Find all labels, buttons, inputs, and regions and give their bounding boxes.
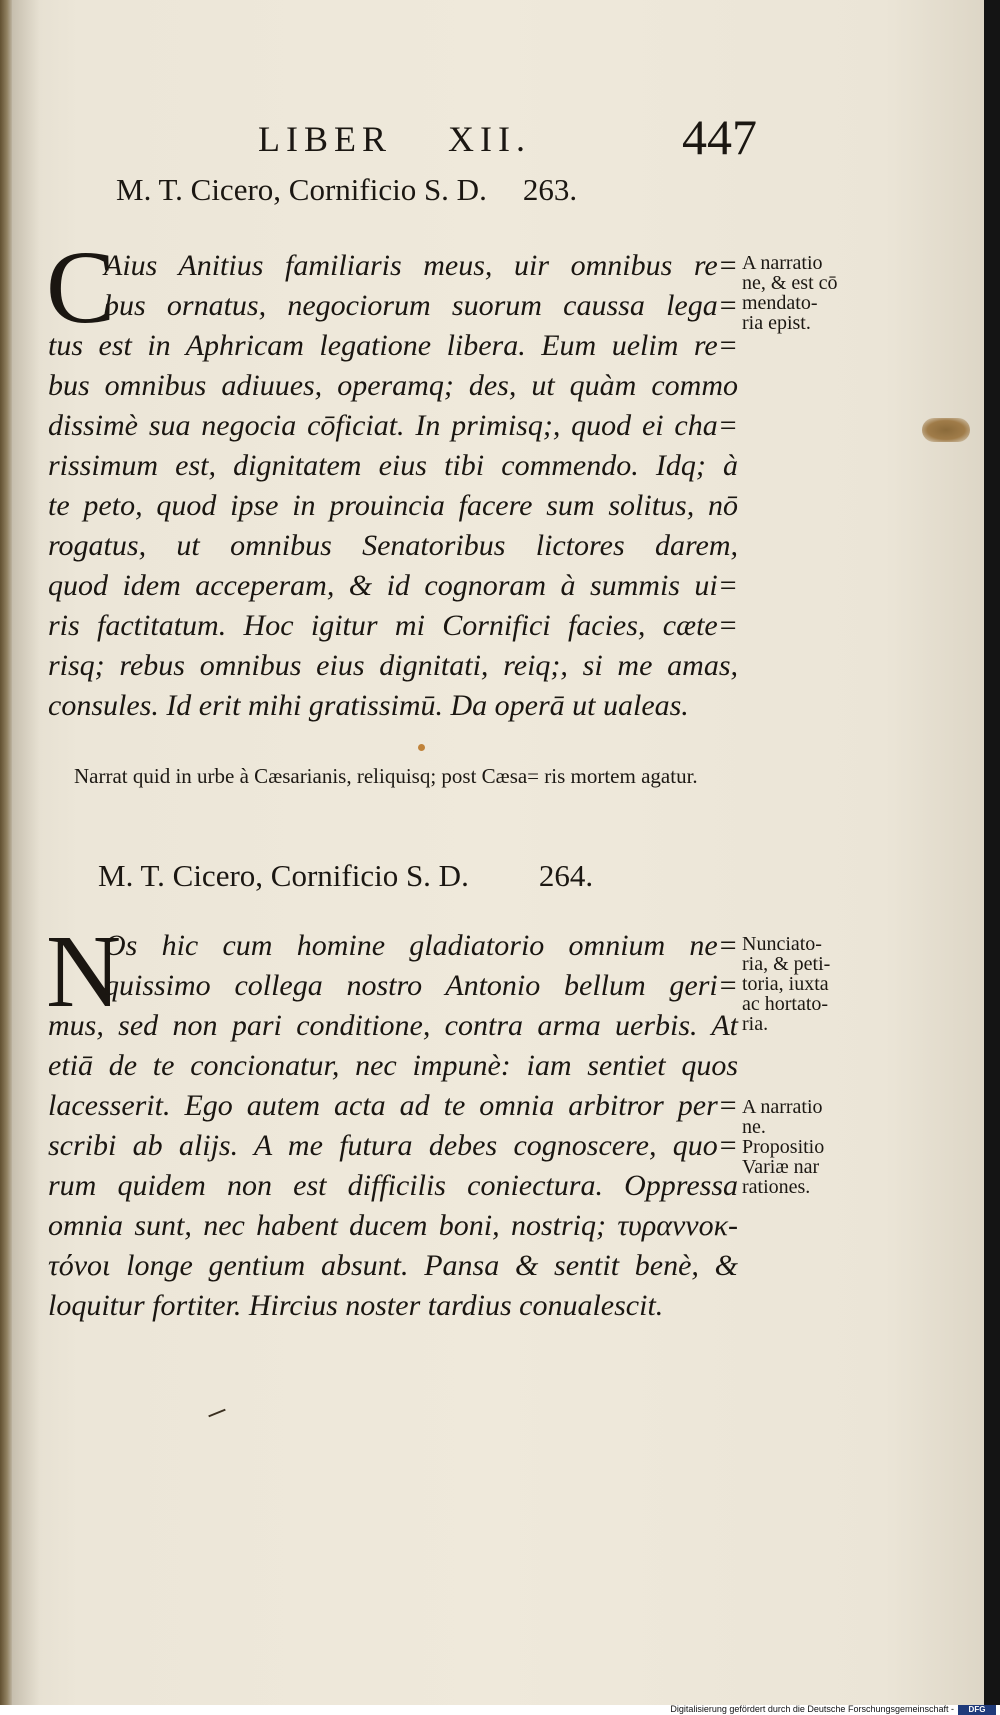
text-line: quod idem acceperam, & id cognoram à summis ui= bbox=[48, 569, 738, 602]
footer-bar bbox=[0, 1705, 1000, 1715]
marginal-note-263 bbox=[742, 253, 838, 333]
text-line: scribi ab alijs. A me futura debes cognoscere, quo= bbox=[48, 1129, 738, 1162]
letter-body-264 bbox=[46, 914, 738, 1326]
text-line: Aius Anitius familiaris meus, uir omnibus re= bbox=[104, 249, 738, 282]
text-line: tus est in Aphricam legatione libera. Eum uelim re= bbox=[48, 329, 738, 362]
page-number: 447 bbox=[682, 109, 757, 165]
marginal-line: rationes. bbox=[742, 1176, 811, 1198]
text-line: rogatus, ut omnibus Senatoribus lictores darem, bbox=[48, 529, 738, 562]
letter-salutation: M. T. Cicero, Cornificio S. D. bbox=[98, 858, 469, 893]
book-number: XII. bbox=[448, 119, 531, 159]
text-line: lacesserit. Ego autem acta ad te omnia arbitror per= bbox=[48, 1089, 738, 1122]
marginal-note-264-b bbox=[742, 1097, 824, 1197]
ink-mark bbox=[208, 1409, 225, 1418]
marginal-line: ne. bbox=[742, 1116, 766, 1138]
text-line: etiā de te concionatur, nec impunè: iam sentiet quos bbox=[48, 1049, 738, 1082]
drop-capital: N bbox=[46, 914, 122, 1029]
text-line: bus ornatus, negociorum suorum caussa lega= bbox=[104, 289, 738, 322]
paper-stain bbox=[922, 418, 970, 442]
text-line: rum quidem non est difficilis coniectura. Oppressa bbox=[48, 1169, 738, 1202]
text-line: rissimum est, dignitatem eius tibi commendo. Idq; à bbox=[48, 449, 738, 482]
letter-heading-263 bbox=[116, 172, 577, 208]
text-line: risq; rebus omnibus eius dignitati, reiq;, si me amas, bbox=[48, 649, 738, 682]
letter-heading-264 bbox=[98, 858, 593, 894]
marginal-line: Propositio bbox=[742, 1136, 825, 1158]
marginal-line: toria, iuxta bbox=[742, 973, 829, 995]
text-line: ris factitatum. Hoc igitur mi Cornifici facies, cæte= bbox=[48, 609, 738, 642]
marginal-line: ria. bbox=[742, 1013, 769, 1035]
text-line: consules. Id erit mihi gratissimū. Da operā ut ualeas. bbox=[48, 689, 689, 722]
marginal-line: ria epist. bbox=[742, 312, 811, 334]
running-head bbox=[258, 118, 531, 160]
letter-summary: Narrat quid in urbe à Cæsarianis, reliquisq; post Cæsa= ris mortem agatur. bbox=[74, 764, 698, 788]
marginal-line: A narratio bbox=[742, 252, 823, 274]
letter-number: 263. bbox=[522, 172, 578, 207]
gutter-shadow bbox=[0, 0, 40, 1705]
marginal-line: ria, & peti- bbox=[742, 953, 831, 975]
marginal-line: A narratio bbox=[742, 1096, 823, 1118]
marginal-line: Variæ nar bbox=[742, 1156, 820, 1178]
marginal-line: ac hortato- bbox=[742, 993, 829, 1015]
marginal-line: mendato- bbox=[742, 292, 818, 314]
text-line: omnia sunt, nec habent ducem boni, nostriq; τυραννοκ- bbox=[48, 1209, 738, 1242]
text-line: mus, sed non pari conditione, contra arma uerbis. At bbox=[48, 1009, 738, 1042]
digitization-credit: Digitalisierung gefördert durch die Deutsche Forschungsgemeinschaft - bbox=[670, 1704, 954, 1714]
text-line: Os hic cum homine gladiatorio omnium ne= bbox=[104, 929, 738, 962]
marginal-note-264-a bbox=[742, 934, 830, 1034]
text-line: τόνοι longe gentium absunt. Pansa & sentit benè, & bbox=[48, 1249, 738, 1282]
text-line: te peto, quod ipse in prouincia facere sum solitus, nō bbox=[48, 489, 738, 522]
letter-body-263 bbox=[48, 246, 738, 726]
text-line: loquitur fortiter. Hircius noster tardius conualescit. bbox=[48, 1289, 664, 1322]
drop-capital: C bbox=[46, 230, 116, 345]
marginal-line: Nunciato- bbox=[742, 933, 822, 955]
text-line: quissimo collega nostro Antonio bellum geri= bbox=[104, 969, 738, 1002]
letter-salutation: M. T. Cicero, Cornificio S. D. bbox=[116, 172, 487, 207]
marginal-line: ne, & est cō bbox=[742, 272, 838, 294]
running-title: LIBER bbox=[258, 119, 392, 159]
text-line: bus omnibus adiuues, operamq; des, ut quàm commo bbox=[48, 369, 738, 402]
ink-dot bbox=[418, 744, 425, 751]
text-line: dissimè sua negocia cōficiat. In primisq;, quod ei cha= bbox=[48, 409, 738, 442]
letter-number: 264. bbox=[538, 858, 594, 893]
dfg-logo: DFG bbox=[958, 1705, 996, 1715]
